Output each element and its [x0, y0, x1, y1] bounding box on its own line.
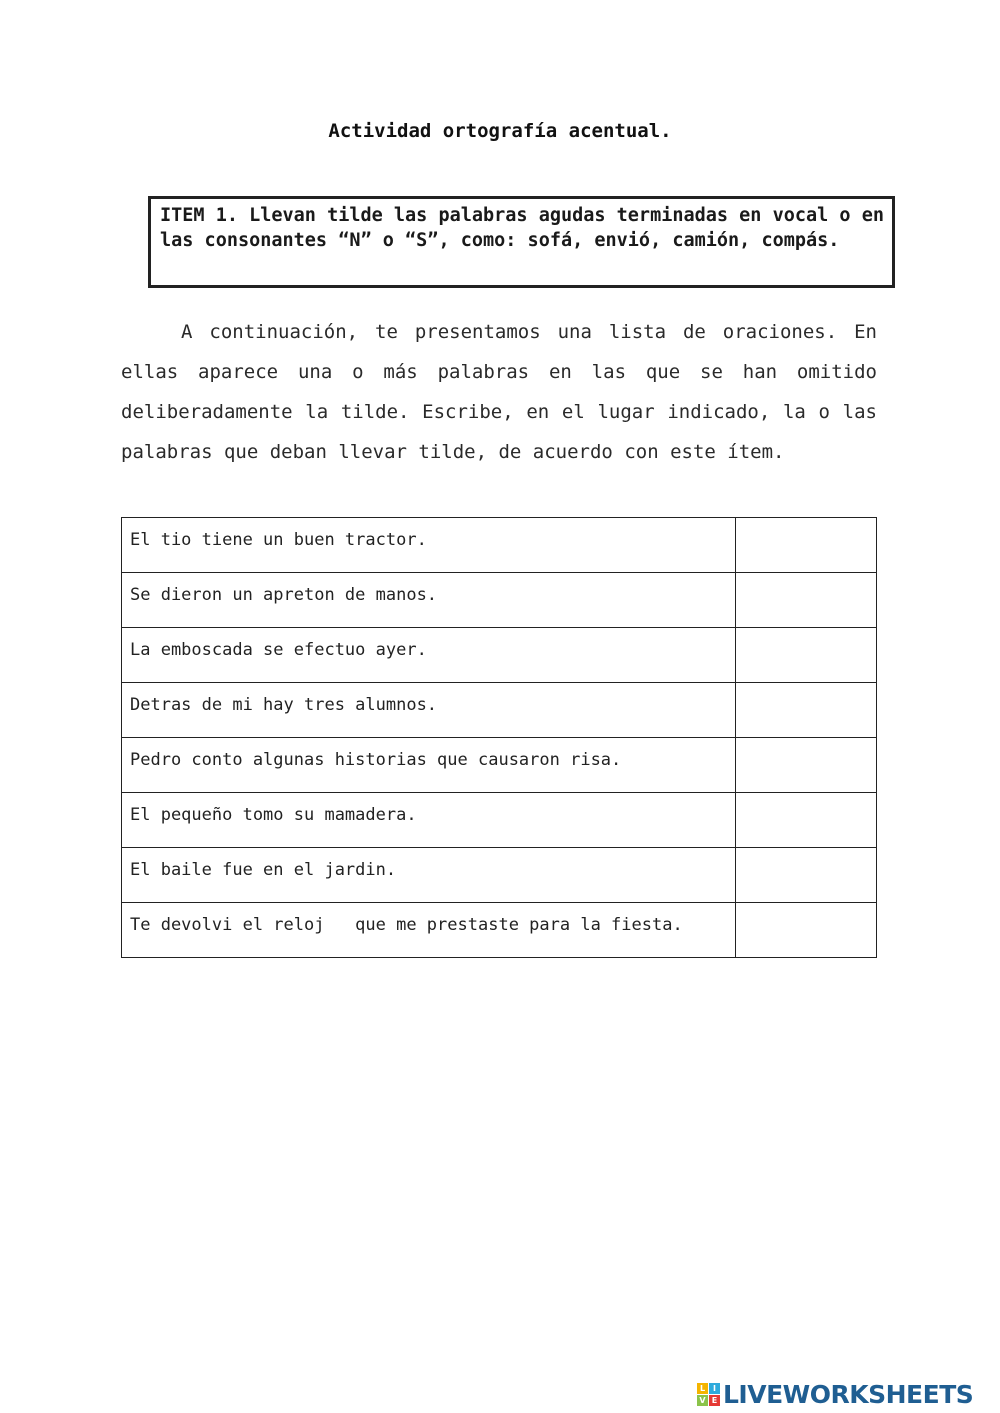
table-row: [122, 793, 877, 848]
answer-cell: [736, 628, 877, 683]
worksheet-title: Actividad ortografía acentual.: [328, 120, 672, 142]
answer-input[interactable]: [736, 738, 876, 792]
table-row: [122, 683, 877, 738]
answer-input[interactable]: [736, 573, 876, 627]
sentence-cell: Pedro conto algunas historias que causaron risa.: [122, 738, 736, 793]
answer-cell: [736, 573, 877, 628]
answer-cell: [736, 738, 877, 793]
table-row: [122, 738, 877, 793]
sentence-cell: Detras de mi hay tres alumnos.: [122, 683, 736, 738]
answer-input[interactable]: [736, 903, 876, 957]
sentence-cell: Se dieron un apreton de manos.: [122, 573, 736, 628]
answer-cell: [736, 903, 877, 958]
answer-cell: [736, 793, 877, 848]
logo-icon-letter: L: [697, 1383, 708, 1394]
table-row: [122, 903, 877, 958]
table-row: [122, 848, 877, 903]
table-row: [122, 573, 877, 628]
sentence-cell: El pequeño tomo su mamadera.: [122, 793, 736, 848]
table-row: [122, 628, 877, 683]
logo-icon-letter: I: [709, 1383, 720, 1394]
logo-icon-letter: E: [709, 1395, 720, 1406]
answer-input[interactable]: [736, 683, 876, 737]
instructions-paragraph: A continuación, te presentamos una lista de oraciones. En ellas aparece una o más palabras en las que se han omitido deliberadamente la tilde. Escribe, en el lugar indicado, la o las palabras que deban llevar tilde, de acuerdo con este ítem.: [121, 321, 877, 463]
liveworksheets-logo-text: LIVEWORKSHEETS: [723, 1379, 974, 1409]
sentence-cell: La emboscada se efectuo ayer.: [122, 628, 736, 683]
item-rule-box: ITEM 1. Llevan tilde las palabras agudas terminadas en vocal o en las consonantes “N” o “S”, como: sofá, envió, camión, compás.: [148, 196, 895, 288]
answer-cell: [736, 848, 877, 903]
liveworksheets-logo-icon: [697, 1383, 720, 1406]
exercise-table: [121, 517, 877, 958]
answer-cell: [736, 518, 877, 573]
answer-input[interactable]: [736, 848, 876, 902]
sentence-cell: Te devolvi el reloj que me prestaste para la fiesta.: [122, 903, 736, 958]
answer-input[interactable]: [736, 793, 876, 847]
answer-input[interactable]: [736, 518, 876, 572]
sentence-cell: El tio tiene un buen tractor.: [122, 518, 736, 573]
answer-cell: [736, 683, 877, 738]
sentence-cell: El baile fue en el jardin.: [122, 848, 736, 903]
table-row: [122, 518, 877, 573]
logo-icon-letter: V: [697, 1395, 708, 1406]
liveworksheets-logo: [697, 1377, 973, 1411]
answer-input[interactable]: [736, 628, 876, 682]
